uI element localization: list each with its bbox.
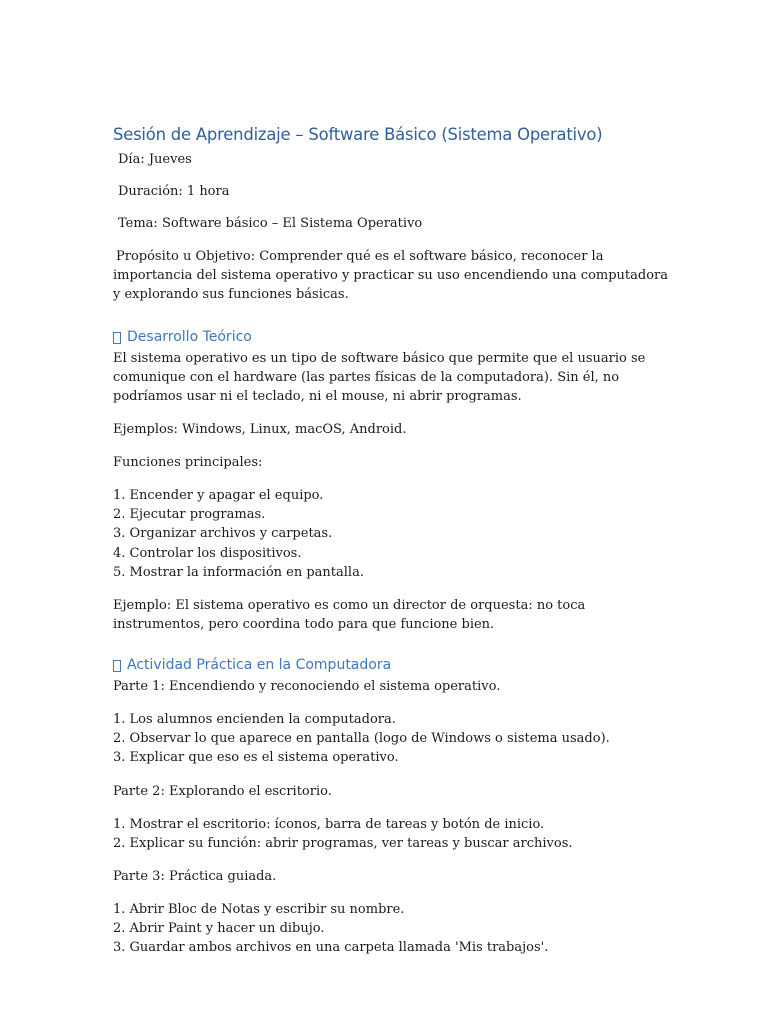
- list-item: 3. Explicar que eso es el sistema operativo.: [113, 750, 399, 766]
- practice-heading: [113, 656, 668, 675]
- list-item: 1. Los alumnos encienden la computadora.: [113, 712, 396, 728]
- theory-analogy: Ejemplo: El sistema operativo es como un director de orquesta: no toca instrumentos, pero coordina todo para que funcione bien.: [113, 598, 586, 633]
- list-item: 1. Abrir Bloc de Notas y escribir su nombre.: [113, 902, 405, 918]
- missing-glyph-icon: [113, 332, 121, 344]
- session-topic: Tema: Software básico – El Sistema Operativo: [118, 216, 423, 231]
- list-item: 2. Abrir Paint y hacer un dibujo.: [113, 921, 325, 937]
- functions-list: [113, 486, 668, 582]
- list-item: 4. Controlar los dispositivos.: [113, 545, 302, 561]
- list-item: 2. Ejecutar programas.: [113, 507, 266, 523]
- part3-label: Parte 3: Práctica guiada.: [113, 869, 277, 885]
- theory-examples: Ejemplos: Windows, Linux, macOS, Android.: [113, 422, 407, 437]
- theory-heading: [113, 328, 668, 347]
- theory-intro: El sistema operativo es un tipo de software básico que permite que el usuario se comunique con el hardware (las partes físicas de la computadora). Sin él, no podríamos usar ni el teclado, ni el mouse, ni abrir programas.: [113, 351, 646, 404]
- list-item: 2. Observar lo que aparece en pantalla (logo de Windows o sistema usado).: [113, 731, 610, 747]
- list-item: 1. Mostrar el escritorio: íconos, barra de tareas y botón de inicio.: [113, 816, 545, 832]
- list-item: 5. Mostrar la información en pantalla.: [113, 564, 364, 580]
- list-item: 3. Organizar archivos y carpetas.: [113, 526, 333, 542]
- part2-list: [113, 815, 668, 853]
- part1-list: [113, 710, 668, 768]
- functions-label: Funciones principales:: [113, 455, 263, 470]
- practice-heading-label: Actividad Práctica en la Computadora: [127, 657, 392, 674]
- page-title: Sesión de Aprendizaje – Software Básico (Sistema Operativo): [113, 125, 603, 144]
- part3-list: [113, 900, 668, 958]
- missing-glyph-icon: [113, 660, 121, 672]
- part1-label: Parte 1: Encendiendo y reconociendo el sistema operativo.: [113, 679, 501, 695]
- part2-label: Parte 2: Explorando el escritorio.: [113, 783, 332, 799]
- session-purpose: Propósito u Objetivo: Comprender qué es el software básico, reconocer la importancia del sistema operativo y practicar su uso encendiendo una computadora y explorando sus funciones básicas.: [113, 249, 669, 302]
- session-duration: Duración: 1 hora: [118, 184, 230, 199]
- list-item: 1. Encender y apagar el equipo.: [113, 488, 324, 503]
- theory-heading-label: Desarrollo Teórico: [127, 329, 252, 345]
- list-item: 2. Explicar su función: abrir programas, ver tareas y buscar archivos.: [113, 835, 573, 851]
- list-item: 3. Guardar ambos archivos en una carpeta llamada 'Mis trabajos'.: [113, 940, 549, 956]
- session-day: Día: Jueves: [118, 152, 192, 167]
